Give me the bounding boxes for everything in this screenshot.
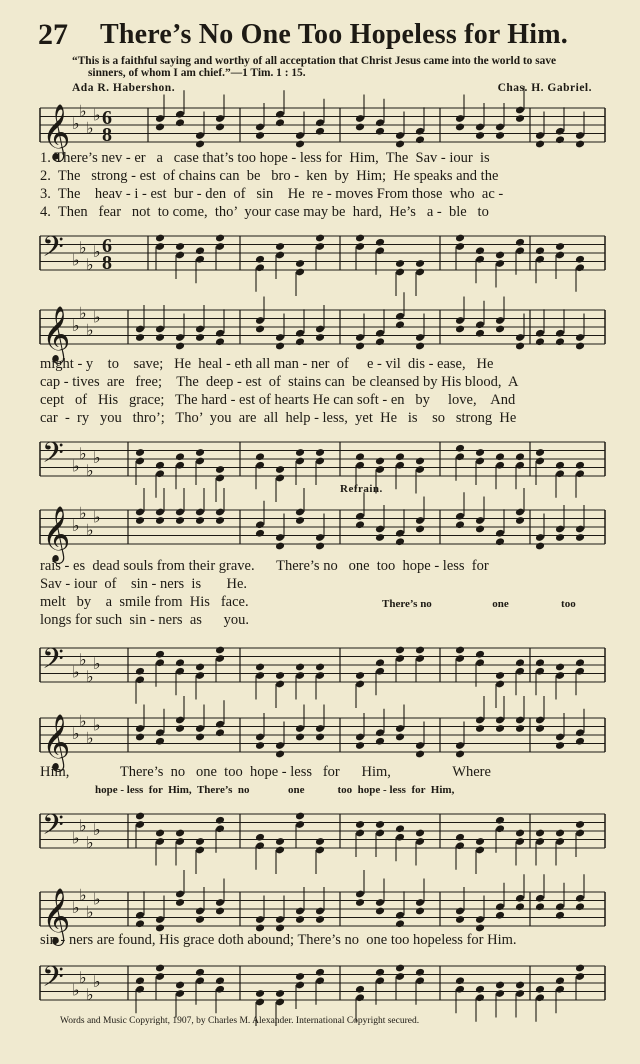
note-head: [495, 911, 505, 920]
note-head: [255, 741, 265, 750]
note-head: [135, 333, 145, 342]
note-head: [135, 812, 145, 821]
note-head: [135, 448, 145, 457]
note-head: [515, 658, 525, 667]
flat-icon: ♭: [86, 254, 94, 274]
lyric-line-3-2: Sav - iour of sin - ners is He.: [40, 576, 248, 592]
note-head: [555, 829, 565, 838]
note-head: [255, 131, 265, 140]
flat-icon: ♭: [86, 666, 94, 686]
time-signature-top: 6: [102, 235, 112, 257]
note-head: [315, 127, 325, 136]
note-head: [535, 829, 545, 838]
note-head: [215, 123, 225, 132]
note-head: [175, 981, 185, 990]
time-signature-bottom: 8: [102, 124, 112, 146]
note-head: [175, 452, 185, 461]
note-head: [175, 342, 185, 351]
note-head: [355, 898, 365, 907]
music-system-3: [40, 500, 610, 695]
note-head: [155, 461, 165, 470]
note-head: [455, 325, 465, 334]
note-head: [415, 968, 425, 977]
note-head: [275, 542, 285, 551]
note-head: [415, 342, 425, 351]
note-head: [555, 976, 565, 985]
note-head: [495, 981, 505, 990]
note-head: [195, 915, 205, 924]
note-head: [455, 123, 465, 132]
scripture-epigraph: [72, 55, 630, 79]
note-head: [375, 238, 385, 247]
hymn-header: [0, 0, 640, 100]
note-head: [215, 337, 225, 346]
flat-icon: ♭: [86, 984, 94, 1004]
note-head: [215, 465, 225, 474]
epigraph-line-1: “This is a faithful saying and worthy of all acceptation that Christ Jesus came into the world to save: [72, 55, 557, 67]
bass-staff-3: [40, 638, 610, 698]
note-head: [395, 140, 405, 149]
note-head: [395, 320, 405, 329]
music-system-1: [40, 98, 610, 288]
note-head: [475, 650, 485, 659]
note-head: [295, 733, 305, 742]
note-head: [255, 663, 265, 672]
note-head: [415, 525, 425, 534]
note-head: [295, 448, 305, 457]
treble-staff-4: [40, 708, 610, 768]
note-head: [535, 448, 545, 457]
bass-staff-1: [40, 226, 610, 286]
treble-staff-1: [40, 98, 610, 158]
flat-icon: ♭: [86, 728, 94, 748]
treble-clef-icon: 𝄞: [42, 104, 71, 160]
note-head: [375, 907, 385, 916]
note-head: [215, 728, 225, 737]
note-head: [575, 342, 585, 351]
flat-icon: ♭: [86, 460, 94, 480]
note-head: [375, 533, 385, 542]
flat-icon: ♭: [72, 456, 80, 476]
flat-icon: ♭: [93, 820, 101, 839]
flat-icon: ♭: [72, 724, 80, 743]
treble-clef-icon: 𝄞: [42, 714, 71, 770]
note-head: [155, 234, 165, 243]
note-head: [135, 667, 145, 676]
flat-icon: ♭: [86, 520, 94, 540]
note-head: [315, 333, 325, 342]
flat-icon: ♭: [93, 307, 101, 327]
music-system-2: [40, 300, 610, 490]
music-system-5: [40, 882, 610, 1012]
flat-icon: ♭: [72, 828, 80, 848]
flat-icon: ♭: [93, 507, 101, 527]
flat-icon: ♭: [86, 118, 94, 138]
note-head: [215, 234, 225, 243]
copyright-notice: Words and Music Copyright, 1907, by Charles M. Alexander. International Copyright secured.: [60, 1016, 420, 1026]
note-head: [175, 724, 185, 733]
note-head: [315, 542, 325, 551]
note-head: [575, 533, 585, 542]
note-head: [355, 985, 365, 994]
flat-icon: ♭: [93, 715, 101, 735]
note-head: [195, 140, 205, 149]
treble-clef-icon: 𝄞: [42, 506, 71, 562]
note-head: [555, 741, 565, 750]
flat-icon: ♭: [79, 237, 87, 257]
note-head: [155, 829, 165, 838]
note-head: [215, 907, 225, 916]
bass-clef-icon: 𝄢: [42, 642, 64, 683]
lyric-line-1-3: 3. The heav - i - est bur - den of sin He re - moves From those who ac -: [40, 186, 504, 202]
note-head: [215, 516, 225, 525]
note-head: [195, 968, 205, 977]
note-head: [275, 837, 285, 846]
note-head: [295, 663, 305, 672]
flat-icon: ♭: [86, 902, 94, 922]
note-head: [515, 516, 525, 525]
note-head: [355, 741, 365, 750]
note-head: [395, 452, 405, 461]
bass-clef-icon: 𝄢: [42, 436, 64, 477]
note-head: [375, 457, 385, 466]
lyric-line-3-4: longs for such sin - ners as you.: [40, 612, 250, 628]
note-head: [455, 915, 465, 924]
note-head: [355, 520, 365, 529]
note-head: [155, 737, 165, 746]
lyric-line-5-1: sin - ners are found, His grace doth abound; There’s no one too hopeless for Him.: [40, 932, 517, 948]
note-head: [275, 671, 285, 680]
note-head: [175, 898, 185, 907]
note-head: [175, 118, 185, 127]
note-head: [195, 516, 205, 525]
note-head: [495, 724, 505, 733]
note-head: [475, 525, 485, 534]
note-head: [155, 333, 165, 342]
music-system-4: [40, 708, 610, 868]
flat-icon: ♭: [79, 711, 87, 731]
flat-icon: ♭: [93, 105, 101, 125]
note-head: [395, 646, 405, 655]
note-head: [555, 242, 565, 251]
note-head: [455, 520, 465, 529]
treble-clef-icon: 𝄞: [42, 888, 71, 944]
note-head: [375, 737, 385, 746]
note-head: [255, 255, 265, 264]
note-head: [475, 131, 485, 140]
note-head: [155, 123, 165, 132]
note-head: [515, 114, 525, 123]
flat-icon: ♭: [79, 649, 87, 669]
echo-line-4: hope - less for Him, There’s no one too hope - less for Him,: [95, 784, 455, 796]
note-head: [395, 824, 405, 833]
flat-icon: ♭: [72, 898, 80, 917]
note-head: [495, 452, 505, 461]
note-head: [355, 820, 365, 829]
note-head: [555, 337, 565, 346]
bass-clef-icon: 𝄢: [42, 230, 64, 271]
note-head: [415, 646, 425, 655]
flat-icon: ♭: [79, 815, 87, 835]
note-head: [375, 820, 385, 829]
note-head: [375, 658, 385, 667]
composer-credit: Chas. H. Gabriel.: [497, 82, 592, 94]
note-head: [455, 976, 465, 985]
note-head: [255, 325, 265, 334]
note-head: [475, 448, 485, 457]
note-head: [475, 246, 485, 255]
note-head: [255, 452, 265, 461]
note-head: [255, 989, 265, 998]
note-head: [195, 733, 205, 742]
flat-icon: ♭: [93, 654, 101, 673]
note-head: [415, 829, 425, 838]
flat-icon: ♭: [72, 250, 80, 270]
lyric-line-1-2: 2. The strong - est of chains can be bro - ken by Him; He speaks and the: [40, 168, 499, 184]
lyric-line-2-2: cap - tives are free; The deep - est of stains can be cleansed by His blood, A: [40, 374, 519, 390]
note-head: [355, 234, 365, 243]
note-head: [515, 902, 525, 911]
note-head: [195, 837, 205, 846]
note-head: [555, 663, 565, 672]
note-head: [415, 259, 425, 268]
note-head: [515, 724, 525, 733]
note-head: [495, 816, 505, 825]
note-head: [535, 542, 545, 551]
note-head: [395, 964, 405, 973]
note-head: [175, 242, 185, 251]
note-head: [195, 448, 205, 457]
lyric-line-4-1: Him, There’s no one too hope - less for Him, Where: [40, 764, 491, 780]
note-head: [475, 985, 485, 994]
lyric-line-1-4: 4. Then fear not to come, tho’ your case may be hard, He’s a - ble to: [40, 204, 489, 220]
note-head: [555, 135, 565, 144]
note-head: [375, 337, 385, 346]
note-head: [455, 646, 465, 655]
note-head: [555, 461, 565, 470]
note-head: [515, 452, 525, 461]
note-head: [415, 135, 425, 144]
note-head: [395, 733, 405, 742]
flat-icon: ♭: [86, 320, 94, 340]
flat-icon: ♭: [72, 316, 80, 335]
note-head: [315, 837, 325, 846]
treble-clef-icon: 𝄞: [42, 306, 71, 362]
flat-icon: ♭: [79, 885, 87, 905]
note-head: [575, 964, 585, 973]
note-head: [315, 448, 325, 457]
flat-icon: ♭: [86, 832, 94, 852]
note-head: [315, 234, 325, 243]
lyric-line-2-4: car - ry you thro’; Tho’ you are all help - less, yet He is so strong He: [40, 410, 517, 426]
note-head: [135, 516, 145, 525]
note-head: [315, 733, 325, 742]
note-head: [575, 820, 585, 829]
flat-icon: ♭: [79, 303, 87, 323]
note-head: [475, 329, 485, 338]
note-head: [395, 259, 405, 268]
lyric-line-1-1: 1. There’s nev - er a case that’s too hope - less for Him, The Sav - iour is: [40, 150, 490, 166]
note-head: [495, 537, 505, 546]
lyricist-credit: Ada R. Habershon.: [72, 82, 176, 94]
note-head: [295, 259, 305, 268]
note-head: [535, 246, 545, 255]
flat-icon: ♭: [93, 448, 101, 467]
flat-icon: ♭: [72, 114, 80, 133]
note-head: [515, 981, 525, 990]
flat-icon: ♭: [79, 503, 87, 523]
note-head: [275, 342, 285, 351]
flat-icon: ♭: [79, 967, 87, 987]
note-head: [575, 140, 585, 149]
note-head: [295, 915, 305, 924]
note-head: [175, 658, 185, 667]
note-head: [575, 902, 585, 911]
note-head: [575, 461, 585, 470]
note-head: [475, 724, 485, 733]
note-head: [515, 829, 525, 838]
note-head: [495, 131, 505, 140]
flat-icon: ♭: [93, 242, 101, 261]
note-head: [195, 333, 205, 342]
note-head: [475, 837, 485, 846]
flat-icon: ♭: [79, 443, 87, 463]
note-head: [155, 516, 165, 525]
note-head: [295, 972, 305, 981]
note-head: [395, 919, 405, 928]
note-head: [275, 989, 285, 998]
refrain-label: Refrain.: [340, 483, 383, 495]
treble-staff-3: [40, 500, 610, 560]
note-head: [295, 140, 305, 149]
note-head: [355, 671, 365, 680]
note-head: [535, 902, 545, 911]
epigraph-line-2: sinners, of whom I am chief.”—1 Tim. 1 : 15.: [88, 67, 306, 79]
note-head: [195, 663, 205, 672]
note-head: [575, 658, 585, 667]
flat-icon: ♭: [93, 972, 101, 991]
note-head: [295, 812, 305, 821]
bass-staff-4: [40, 804, 610, 864]
note-head: [395, 537, 405, 546]
lyric-line-2-1: might - y to save; He heal - eth all man - ner of e - vil dis - ease, He: [40, 356, 494, 372]
note-head: [575, 255, 585, 264]
note-head: [455, 833, 465, 842]
hymn-title: There’s No One Too Hopeless for Him.: [100, 19, 568, 50]
bass-clef-icon: 𝄢: [42, 960, 64, 1001]
note-head: [295, 516, 305, 525]
note-head: [535, 724, 545, 733]
note-head: [375, 127, 385, 136]
note-head: [415, 750, 425, 759]
note-head: [175, 516, 185, 525]
note-head: [535, 337, 545, 346]
time-signature-bottom: 8: [102, 252, 112, 274]
flat-icon: ♭: [72, 516, 80, 535]
echo-line-3: There’s no one too: [382, 598, 576, 610]
note-head: [535, 985, 545, 994]
note-head: [215, 976, 225, 985]
note-head: [155, 650, 165, 659]
note-head: [315, 915, 325, 924]
note-head: [135, 976, 145, 985]
note-head: [315, 663, 325, 672]
flat-icon: ♭: [72, 980, 80, 1000]
note-head: [535, 140, 545, 149]
note-head: [215, 816, 225, 825]
note-head: [195, 246, 205, 255]
note-head: [555, 911, 565, 920]
note-head: [535, 658, 545, 667]
note-head: [455, 234, 465, 243]
note-head: [375, 968, 385, 977]
bass-clef-icon: 𝄢: [42, 808, 64, 849]
note-head: [355, 123, 365, 132]
note-head: [275, 118, 285, 127]
note-head: [455, 444, 465, 453]
note-head: [155, 964, 165, 973]
bass-staff-5: [40, 956, 610, 1016]
note-head: [415, 457, 425, 466]
bass-staff-2: [40, 432, 610, 492]
note-head: [275, 750, 285, 759]
note-head: [415, 907, 425, 916]
note-head: [255, 529, 265, 538]
note-head: [355, 452, 365, 461]
lyric-line-2-3: cept of His grace; The hard - est of hearts He can soft - en by love, And: [40, 392, 516, 408]
note-head: [495, 671, 505, 680]
note-head: [515, 238, 525, 247]
note-head: [315, 968, 325, 977]
note-head: [295, 337, 305, 346]
note-head: [255, 833, 265, 842]
note-head: [215, 646, 225, 655]
note-head: [275, 242, 285, 251]
lyric-line-3-1: rais - es dead souls from their grave. There’s no one too hope - less for: [40, 558, 489, 574]
note-head: [135, 733, 145, 742]
treble-staff-2: [40, 300, 610, 360]
note-head: [175, 829, 185, 838]
time-signature-top: 6: [102, 107, 112, 129]
flat-icon: ♭: [79, 101, 87, 121]
flat-icon: ♭: [72, 662, 80, 682]
lyric-line-3-3: melt by a smile from His face.: [40, 594, 249, 610]
note-head: [555, 533, 565, 542]
note-head: [495, 325, 505, 334]
note-head: [575, 737, 585, 746]
note-head: [455, 750, 465, 759]
note-head: [355, 342, 365, 351]
note-head: [135, 919, 145, 928]
note-head: [495, 251, 505, 260]
flat-icon: ♭: [93, 889, 101, 909]
note-head: [515, 342, 525, 351]
hymn-number: 27: [38, 18, 68, 51]
note-head: [275, 465, 285, 474]
